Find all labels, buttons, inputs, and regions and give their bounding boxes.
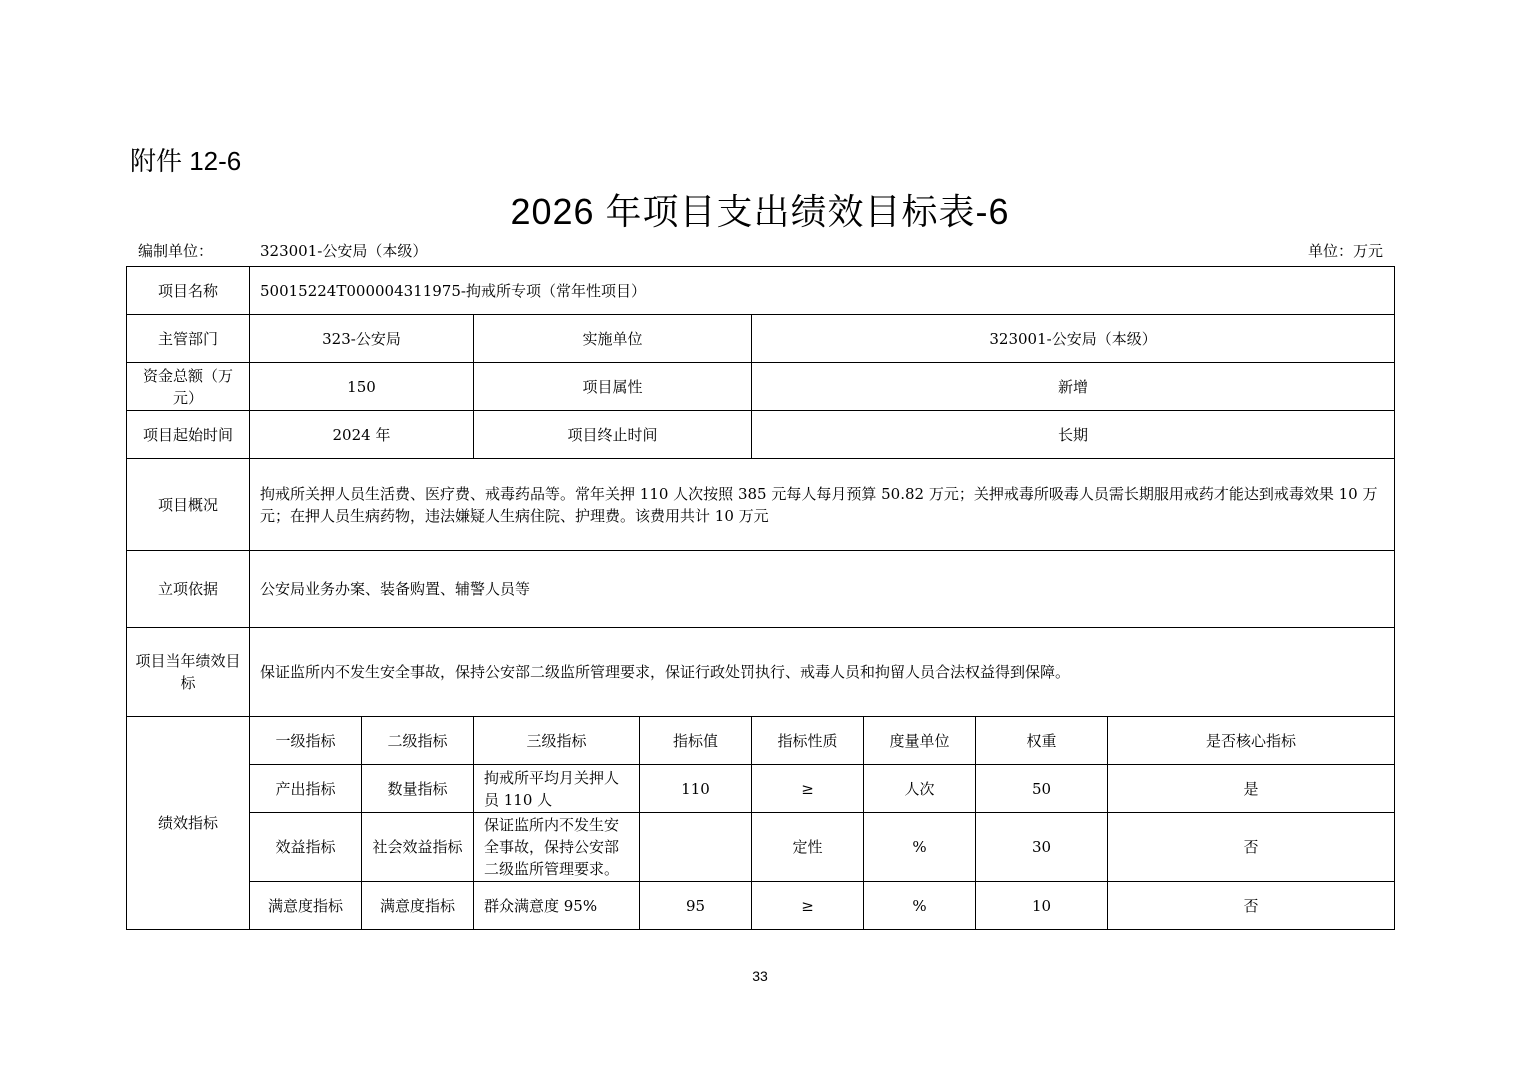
start-time-value: 2024 年 xyxy=(250,411,474,459)
basis-label: 立项依据 xyxy=(127,551,250,628)
row-period xyxy=(127,411,1395,459)
header-level2: 二级指标 xyxy=(362,717,474,765)
row-annual-goal xyxy=(127,628,1395,717)
attachment-label: 附件 12-6 xyxy=(130,146,242,176)
row-project-name xyxy=(127,267,1395,315)
indicator-core: 否 xyxy=(1108,813,1395,882)
indicator-level2: 数量指标 xyxy=(362,765,474,813)
indicator-nature: ≥ xyxy=(752,765,864,813)
indicator-unit: % xyxy=(864,882,976,930)
project-name-value: 50015224T000004311975-拘戒所专项（常年性项目） xyxy=(250,267,1395,315)
header-unit: 度量单位 xyxy=(864,717,976,765)
header-value: 指标值 xyxy=(640,717,752,765)
indicator-header-row xyxy=(127,717,1395,765)
indicator-core: 是 xyxy=(1108,765,1395,813)
page-number: 33 xyxy=(752,968,768,984)
indicator-row xyxy=(127,765,1395,813)
total-funds-value: 150 xyxy=(250,363,474,411)
header-nature: 指标性质 xyxy=(752,717,864,765)
implementing-unit-value: 323001-公安局（本级） xyxy=(752,315,1395,363)
basis-value: 公安局业务办案、装备购置、辅警人员等 xyxy=(250,551,1395,628)
indicator-level1: 效益指标 xyxy=(250,813,362,882)
indicator-value: 95 xyxy=(640,882,752,930)
header-weight: 权重 xyxy=(976,717,1108,765)
annual-goal-value: 保证监所内不发生安全事故，保持公安部二级监所管理要求，保证行政处罚执行、戒毒人员和拘留人员合法权益得到保障。 xyxy=(250,628,1395,717)
indicator-level3: 保证监所内不发生安全事故，保持公安部二级监所管理要求。 xyxy=(474,813,640,882)
indicator-level2: 满意度指标 xyxy=(362,882,474,930)
project-attribute-value: 新增 xyxy=(752,363,1395,411)
project-attribute-label: 项目属性 xyxy=(474,363,752,411)
indicator-weight: 30 xyxy=(976,813,1108,882)
indicator-value xyxy=(640,813,752,882)
annual-goal-label: 项目当年绩效目标 xyxy=(127,628,250,717)
header-core: 是否核心指标 xyxy=(1108,717,1395,765)
end-time-value: 长期 xyxy=(752,411,1395,459)
indicator-row xyxy=(127,882,1395,930)
indicator-value: 110 xyxy=(640,765,752,813)
compiling-unit-value: 323001-公安局（本级） xyxy=(260,242,428,260)
total-funds-label: 资金总额（万元） xyxy=(127,363,250,411)
header-level1: 一级指标 xyxy=(250,717,362,765)
row-department xyxy=(127,315,1395,363)
indicator-level1: 产出指标 xyxy=(250,765,362,813)
indicator-weight: 10 xyxy=(976,882,1108,930)
page-title: 2026 年项目支出绩效目标表-6 xyxy=(510,191,1010,232)
row-overview xyxy=(127,459,1395,551)
overview-value: 拘戒所关押人员生活费、医疗费、戒毒药品等。常年关押 110 人次按照 385 元每人每月预算 50.82 万元；关押戒毒所吸毒人员需长期服用戒药才能达到戒毒效果 10 万元；在押人员生病药物，违法嫌疑人生病住院、护理费。该费用共计 10 万元 xyxy=(250,459,1395,551)
indicator-level3: 群众满意度 95% xyxy=(474,882,640,930)
department-value: 323-公安局 xyxy=(250,315,474,363)
indicator-level2: 社会效益指标 xyxy=(362,813,474,882)
start-time-label: 项目起始时间 xyxy=(127,411,250,459)
row-funding xyxy=(127,363,1395,411)
indicator-nature: ≥ xyxy=(752,882,864,930)
department-label: 主管部门 xyxy=(127,315,250,363)
indicator-row xyxy=(127,813,1395,882)
overview-label: 项目概况 xyxy=(127,459,250,551)
indicator-level1: 满意度指标 xyxy=(250,882,362,930)
indicator-nature: 定性 xyxy=(752,813,864,882)
header-level3: 三级指标 xyxy=(474,717,640,765)
project-name-label: 项目名称 xyxy=(127,267,250,315)
indicator-unit: 人次 xyxy=(864,765,976,813)
indicator-core: 否 xyxy=(1108,882,1395,930)
row-basis xyxy=(127,551,1395,628)
end-time-label: 项目终止时间 xyxy=(474,411,752,459)
currency-unit-label: 单位：万元 xyxy=(1307,242,1383,260)
indicator-unit: % xyxy=(864,813,976,882)
compiling-unit-label: 编制单位： xyxy=(138,242,214,260)
indicator-weight: 50 xyxy=(976,765,1108,813)
performance-target-table xyxy=(126,266,1395,930)
implementing-unit-label: 实施单位 xyxy=(474,315,752,363)
indicator-level3: 拘戒所平均月关押人员 110 人 xyxy=(474,765,640,813)
indicators-section-label: 绩效指标 xyxy=(127,717,250,930)
